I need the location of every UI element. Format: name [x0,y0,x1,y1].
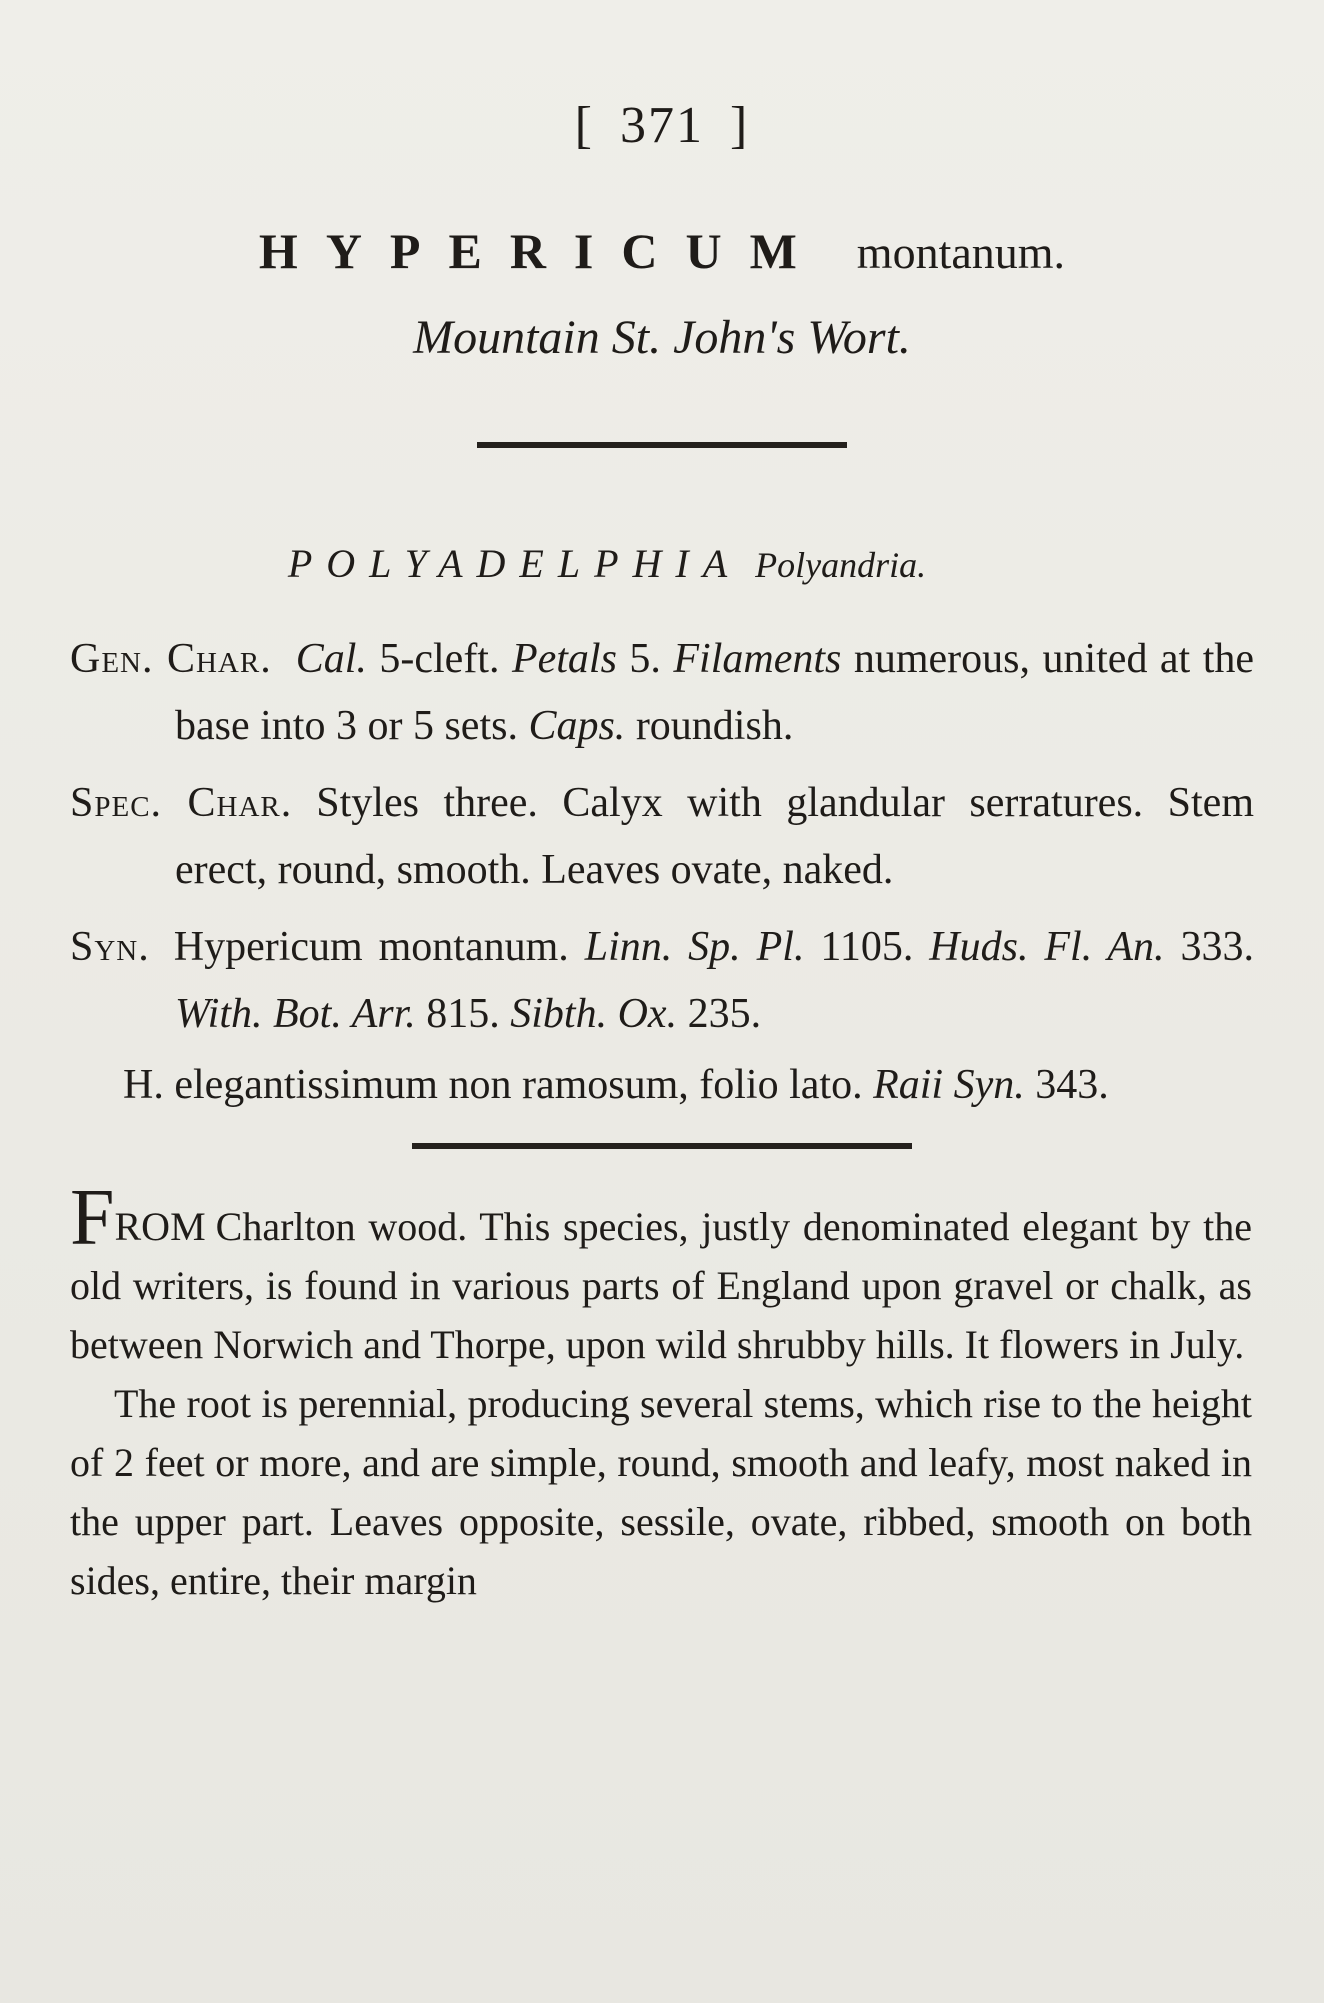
linnaean-class: POLYADELPHIA [287,541,742,586]
divider-rule-top [477,442,847,448]
bracket-left: [ [574,97,594,154]
syn2-ref: Raii Syn. [873,1062,1025,1108]
gen-char-cal-text: 5-cleft. [366,636,512,682]
divider-rule-bottom [412,1143,912,1149]
syn-ref-with: With. Bot. Arr. [175,991,416,1037]
page-number: 371 [620,97,704,154]
syn-label: Syn. [70,924,150,970]
syn2-name: H. elegantissimum non ramosum, folio lato. [123,1062,874,1108]
synonymy-raii [70,1052,1254,1119]
drop-cap: F [70,1174,115,1262]
gen-char-filaments: Filaments [673,636,842,682]
description-body [70,1174,1252,1610]
syn-ref-with-page: 815. [415,991,511,1037]
bracket-right: ] [730,97,750,154]
genus-name: HYPERICUM [258,223,825,279]
syn-ref-linn-page: 1105. [804,924,930,970]
common-name: Mountain St. John's Wort. [413,311,911,364]
syn-ref-huds: Huds. Fl. An. [929,924,1165,970]
page-number-line [70,0,1254,178]
species-name: montanum. [856,227,1066,278]
linnaean-order: Polyandria. [755,545,927,585]
paragraph-habitat [70,1174,1252,1374]
paragraph-habitat-text: Charlton wood. This species, justly denominated elegant by the old writers, is found in various parts of England upon gravel or chalk, as between Norwich and Thorpe, upon wild shrubby hills. It flowers in July. [70,1204,1252,1367]
syn-ref-linn: Linn. Sp. Pl. [584,924,805,970]
species-title [70,222,1254,288]
spec-char-text: Styles three. Calyx with glandular serratures. Stem erect, round, smooth. Leaves ovate, naked. [175,780,1254,893]
spec-char-label: Spec. Char. [70,780,293,826]
syn-name: Hypericum montanum. [173,924,585,970]
gen-char-petals-text: 5. [616,636,674,682]
gen-char-label: Gen. Char. [70,636,272,682]
syn2-page: 343. [1024,1062,1109,1108]
gen-char-petals: Petals [511,636,617,682]
gen-char-caps-text: roundish. [625,703,794,749]
gen-char-filaments-text: numerous, united at the base into 3 or 5 sets. [175,636,1255,749]
classification [70,540,1254,596]
generic-character [70,626,1254,760]
specific-character [70,770,1254,904]
syn-ref-huds-page: 333. [1164,924,1254,970]
syn-ref-sibth: Sibth. Ox. [510,991,678,1037]
opening-word: ROM [114,1204,206,1249]
paragraph-description: The root is perennial, producing several stems, which rise to the height of 2 feet or more, and are simple, round, smooth and leafy, most naked in the upper part. Leaves opposite, sessile, ovate, ribbed, smooth on both sides, entire, their margin [70,1381,1252,1603]
gen-char-cal: Cal. [295,636,367,682]
synonymy [70,914,1254,1048]
gen-char-caps: Caps. [528,703,626,749]
syn-ref-sibth-page: 235. [677,991,762,1037]
